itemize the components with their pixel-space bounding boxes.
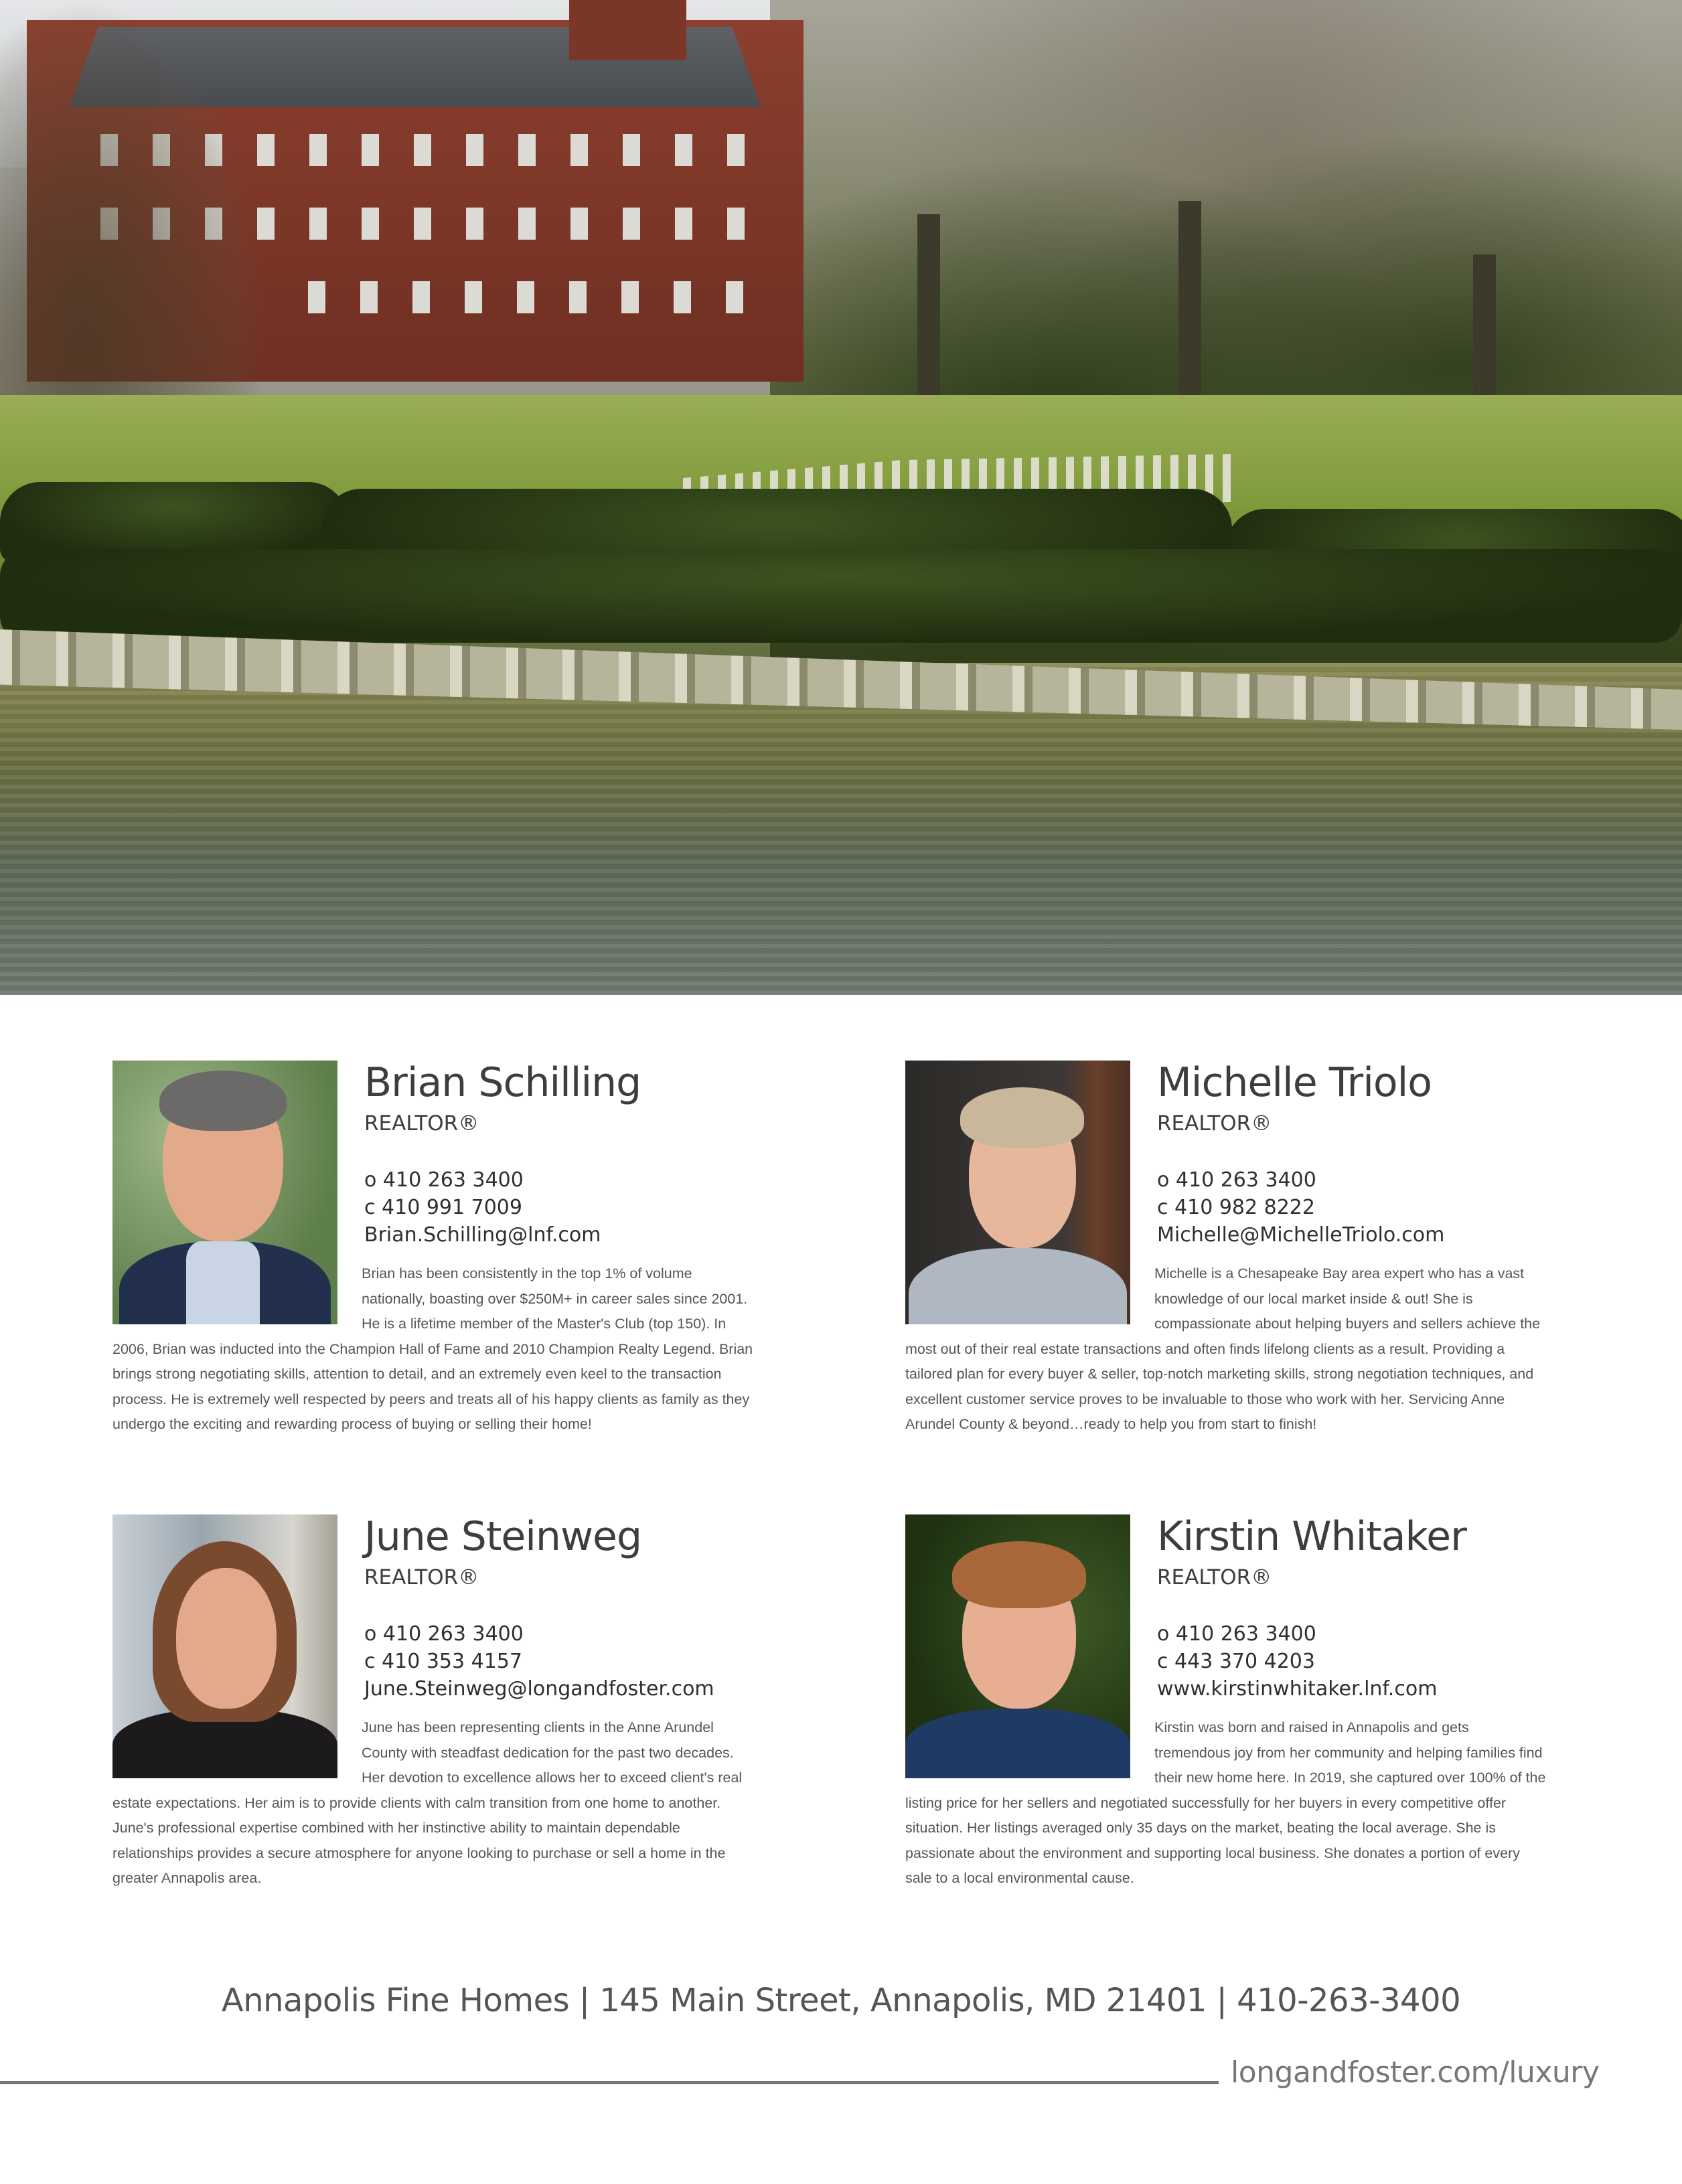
- agent-bio: Kirstin was born and raised in Annapolis and gets tremendous joy from her community and helping families find their new home here. In 2019, she captured over 100% of the listing price for her sellers and negotiated successfully for her buyers in every competitive offer situation. Her listings averaged only 35 days on the market, beating the local average. She is passionate about the environment and supporting local business. She donates a portion of every sale to a local environmental cause.: [905, 1719, 1546, 1886]
- agent-bio: Michelle is a Chesapeake Bay area expert who has a vast knowledge of our local market inside & out! She is compassionate about helping buyers and sellers achieve the most out of their real estate transactions and often finds lifelong clients as a result. Providing a tailored plan for every buyer & seller, top-notch marketing skills, strong negotiation techniques, and excellent customer service proves to be invaluable to those who work with her. Servicing Anne Arundel County & beyond…ready to help you from start to finish!: [905, 1265, 1541, 1432]
- agent-name: Kirstin Whitaker: [1157, 1513, 1466, 1560]
- office-phone: o 410 263 3400: [1157, 1168, 1316, 1192]
- cell-phone: c 443 370 4203: [1157, 1650, 1315, 1673]
- agent-bio: June has been representing clients in the Anne Arundel County with steadfast dedication for the past two decades. Her devotion to excellence allows her to exceed client's real estate expectations. Her aim is to provide clients with calm transition from one home to another. June's professional expertise combined with her instinctive ability to maintain dependable relationships provides a secure atmosphere for anyone looking to purchase or sell a home in the greater Annapolis area.: [112, 1719, 743, 1886]
- agent-contact: [1157, 1166, 1444, 1249]
- agent-name: June Steinweg: [364, 1513, 642, 1560]
- agent-title: REALTOR®: [364, 1111, 479, 1136]
- agent-title: REALTOR®: [1157, 1111, 1272, 1136]
- agent-card-michelle-triolo: [905, 1061, 1582, 1476]
- agent-contact: [364, 1166, 601, 1249]
- hero-photo: [0, 0, 1682, 995]
- agent-contact: [364, 1620, 714, 1703]
- agent-name: Michelle Triolo: [1157, 1059, 1432, 1106]
- office-info: Annapolis Fine Homes | 145 Main Street, Annapolis, MD 21401 | 410-263-3400: [221, 1982, 1461, 2019]
- cell-phone: c 410 353 4157: [364, 1650, 522, 1673]
- footer-divider: [0, 2081, 1219, 2084]
- agent-card-brian-schilling: [112, 1061, 789, 1476]
- clock-tower: [569, 0, 686, 60]
- cell-phone: c 410 982 8222: [1157, 1196, 1315, 1219]
- cell-phone: c 410 991 7009: [364, 1196, 522, 1219]
- window-row: [308, 281, 777, 313]
- agent-title: REALTOR®: [364, 1565, 479, 1589]
- agent-name: Brian Schilling: [364, 1059, 641, 1106]
- email-link[interactable]: Brian.Schilling@lnf.com: [364, 1223, 601, 1247]
- website-url[interactable]: longandfoster.com/luxury: [1231, 2055, 1600, 2090]
- office-phone: o 410 263 3400: [364, 1622, 524, 1646]
- office-phone: o 410 263 3400: [364, 1168, 524, 1192]
- agent-bio: Brian has been consistently in the top 1% of volume nationally, boasting over $250M+ in career sales since 2001. He is a lifetime member of the Master's Club (top 150). In 2006, Brian was inducted into the Champion Hall of Fame and 2010 Champion Realty Legend. Brian brings strong negotiating skills, attention to detail, and an extremely even keel to the transaction process. He is extremely well respected by peers and treats all of his happy clients as family as they undergo the exciting and rewarding process of buying or selling their home!: [112, 1265, 753, 1432]
- email-link[interactable]: June.Steinweg@longandfoster.com: [364, 1677, 714, 1701]
- agent-title: REALTOR®: [1157, 1565, 1272, 1589]
- office-phone: o 410 263 3400: [1157, 1622, 1316, 1646]
- email-link[interactable]: Michelle@MichelleTriolo.com: [1157, 1223, 1445, 1247]
- hedge: [0, 549, 1682, 643]
- agent-card-june-steinweg: [112, 1514, 789, 1930]
- agent-contact: [1157, 1620, 1437, 1703]
- agent-card-kirstin-whitaker: [905, 1514, 1582, 1930]
- website-link[interactable]: www.kirstinwhitaker.lnf.com: [1157, 1677, 1438, 1701]
